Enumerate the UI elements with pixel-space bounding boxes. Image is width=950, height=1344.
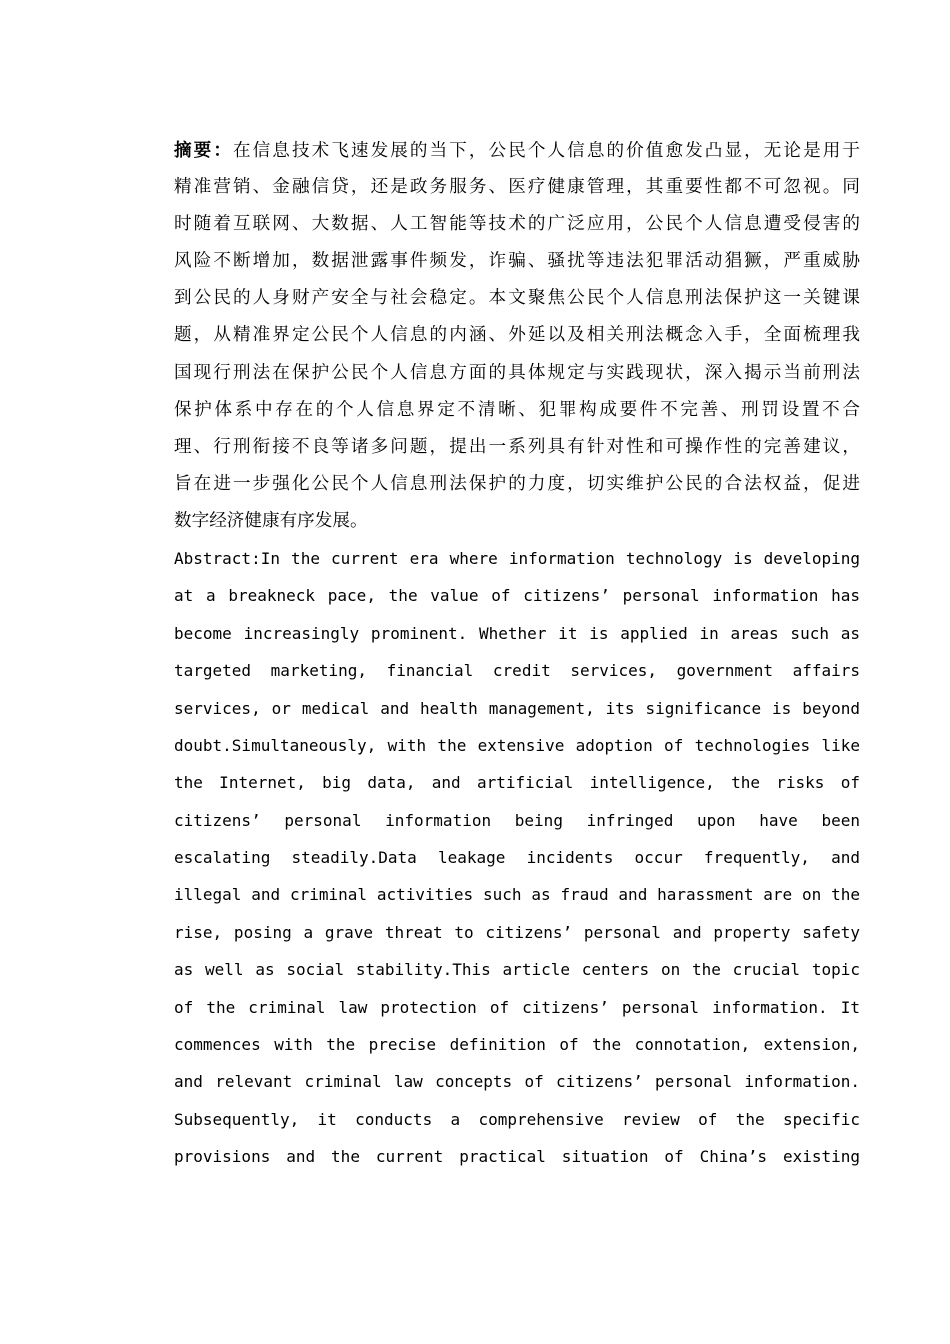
abstract-cn-line: 保护体系中存在的个人信息界定不清晰、犯罪构成要件不完善、刑罚设置不合	[174, 399, 860, 420]
abstract-en-line: services, or medical and health management, its significance is beyond	[174, 698, 860, 718]
abstract-en-line: illegal and criminal activities such as fraud and harassment are on the	[174, 885, 860, 905]
abstract-en-line: doubt.Simultaneously, with the extensive adoption of technologies like	[174, 735, 860, 755]
abstract-en-line: provisions and the current practical situation of China’s existing	[174, 1147, 860, 1167]
abstract-cn-line: 到公民的人身财产安全与社会稳定。本文聚焦公民个人信息刑法保护这一关键课	[174, 288, 860, 309]
document-page	[174, 132, 860, 1175]
abstract-en-line: citizens’ personal information being infringed upon have been	[174, 810, 860, 830]
abstract-cn-label: 摘要：	[174, 140, 233, 161]
abstract-cn-line: 时随着互联网、大数据、人工智能等技术的广泛应用，公民个人信息遭受侵害的	[174, 214, 860, 235]
abstract-en-line: and relevant criminal law concepts of citizens’ personal information.	[174, 1072, 860, 1092]
abstract-cn-line: 数字经济健康有序发展。	[174, 510, 368, 531]
abstract-cn-line: 精准营销、金融信贷，还是政务服务、医疗健康管理，其重要性都不可忽视。同	[174, 177, 860, 198]
abstract-cn-line: 旨在进一步强化公民个人信息刑法保护的力度，切实维护公民的合法权益，促进	[174, 473, 860, 494]
abstract-en-line: as well as social stability.This article centers on the crucial topic	[174, 960, 860, 980]
abstract-en-line: the Internet, big data, and artificial intelligence, the risks of	[174, 773, 860, 793]
abstract-en-line: targeted marketing, financial credit services, government affairs	[174, 661, 860, 681]
abstract-cn-line: 题，从精准界定公民个人信息的内涵、外延以及相关刑法概念入手，全面梳理我	[174, 325, 860, 346]
abstract-en-line: commences with the precise definition of the connotation, extension,	[174, 1034, 860, 1054]
abstract-en-line: of the criminal law protection of citizens’ personal information. It	[174, 997, 860, 1017]
abstract-en-line: Subsequently, it conducts a comprehensive review of the specific	[174, 1109, 860, 1129]
abstract-cn-line: 摘要：在信息技术飞速发展的当下，公民个人信息的价值愈发凸显，无论是用于	[174, 140, 860, 161]
abstract-en-line: at a breakneck pace, the value of citizens’ personal information has	[174, 586, 860, 606]
abstract-cn-line: 理、行刑衔接不良等诸多问题，提出一系列具有针对性和可操作性的完善建议，	[174, 436, 860, 457]
abstract-cn-line: 国现行刑法在保护公民个人信息方面的具体规定与实践现状，深入揭示当前刑法	[174, 362, 860, 383]
abstract-chinese	[174, 132, 860, 540]
abstract-en-line: become increasingly prominent. Whether it is applied in areas such as	[174, 623, 860, 643]
abstract-english	[174, 540, 860, 1175]
abstract-cn-line: 风险不断增加，数据泄露事件频发，诈骗、骚扰等违法犯罪活动猖獗，严重威胁	[174, 251, 860, 272]
abstract-en-line: escalating steadily.Data leakage incidents occur frequently, and	[174, 848, 860, 868]
abstract-en-line: rise, posing a grave threat to citizens’ personal and property safety	[174, 922, 860, 942]
abstract-en-line: Abstract:In the current era where information technology is developing	[174, 549, 860, 569]
